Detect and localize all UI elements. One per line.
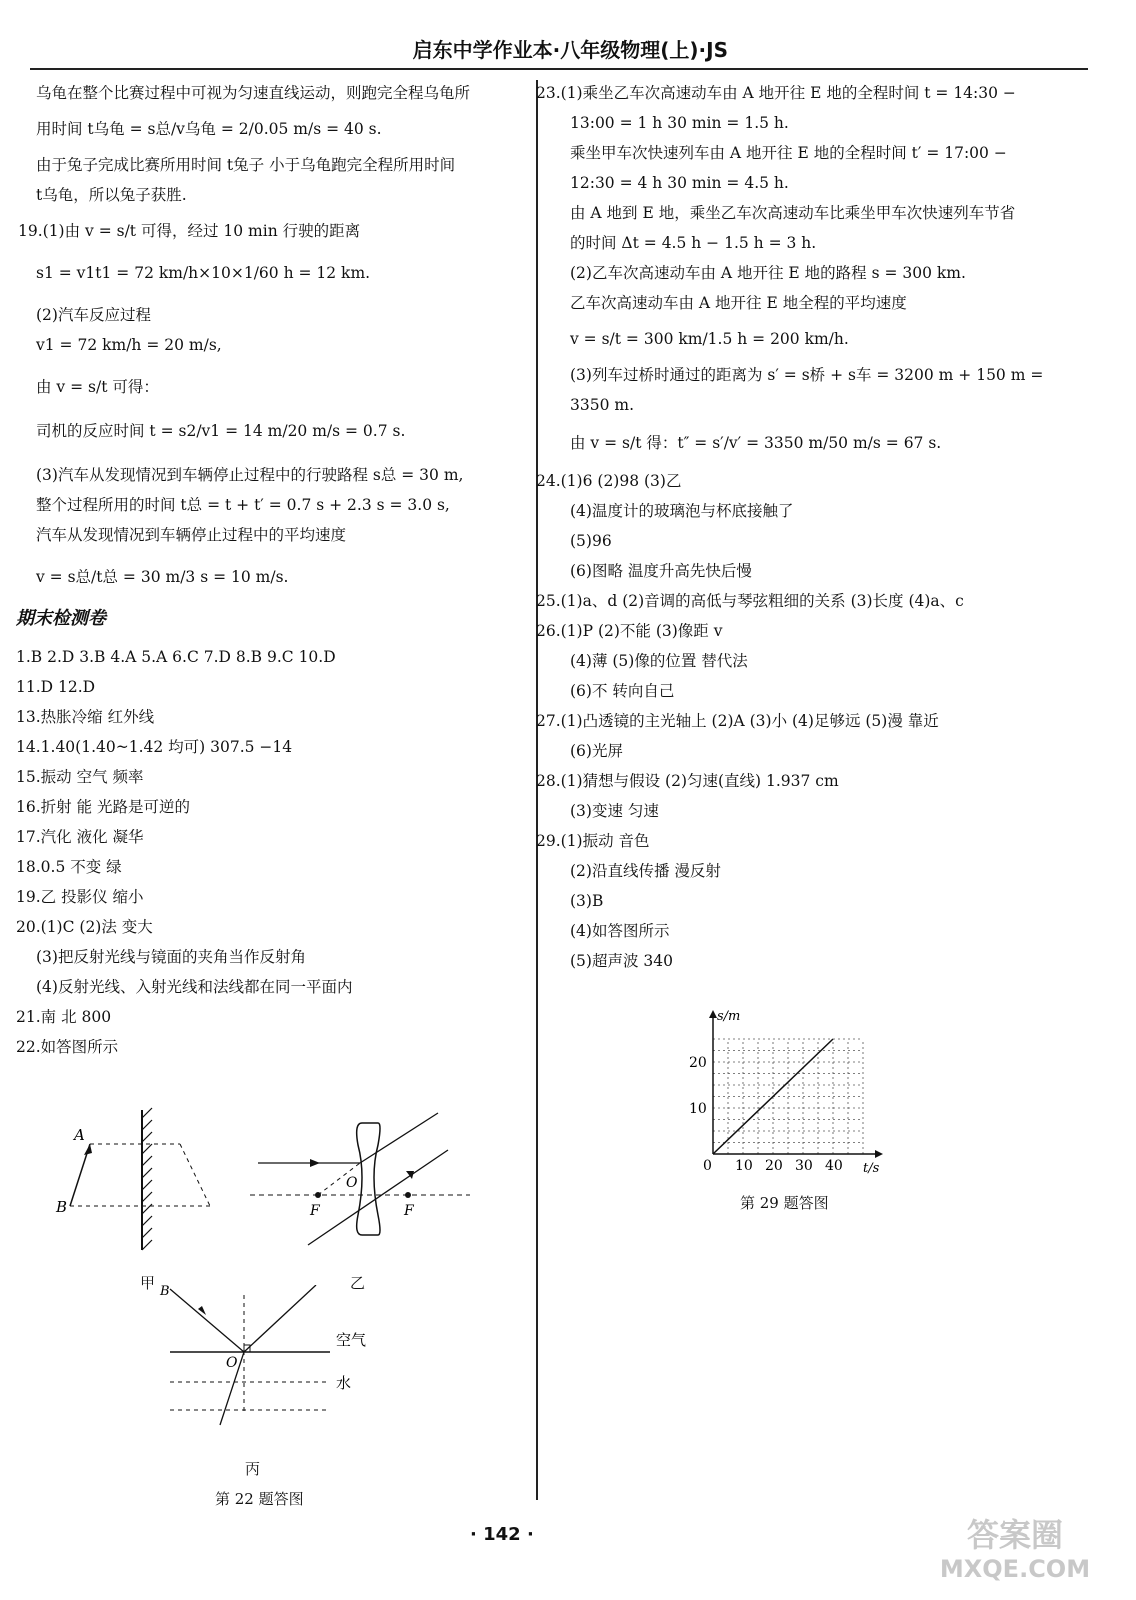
answer-line: 14.1.40(1.40~1.42 均可) 307.5 −14: [16, 738, 293, 756]
text-line: 司机的反应时间 t = s2/v1 = 14 m/20 m/s = 0.7 s.: [36, 422, 406, 440]
point-O-label: O: [346, 1175, 358, 1191]
x-tick-label: 10: [735, 1158, 753, 1174]
answer-line: 26.(1)P (2)不能 (3)像距 v: [536, 622, 723, 640]
tick-labels: [689, 1055, 843, 1174]
fig22-label-yi: 乙: [350, 1274, 366, 1292]
x-axis-label: t/s: [863, 1161, 880, 1176]
text-line: t乌龟，所以兔子获胜.: [36, 186, 187, 204]
fig22-label-jia: 甲: [140, 1274, 156, 1292]
text-line: 3350 m.: [570, 396, 634, 414]
refracted-ray: [360, 1113, 438, 1163]
text-line: s1 = v1t1 = 72 km/h×10×1/60 h = 12 km.: [36, 264, 371, 282]
right-column: [536, 78, 1066, 976]
focus-right: [405, 1192, 411, 1198]
text-line: 乘坐甲车次快速列车由 A 地开往 E 地的全程时间 t′ = 17:00 −: [570, 144, 1007, 162]
point-A-label: A: [74, 1126, 85, 1144]
image-AB: [180, 1144, 210, 1206]
answer-line: (6)图略 温度升高先快后慢: [570, 562, 752, 580]
point-B2-label: B: [160, 1285, 170, 1299]
answer-line: (2)沿直线传播 漫反射: [570, 862, 721, 880]
focus-left: [315, 1192, 321, 1198]
fig22-label-bing: 丙: [245, 1460, 261, 1478]
answer-line: (4)反射光线、入射光线和法线都在同一平面内: [36, 978, 353, 996]
y-axis-label: s/m: [717, 1010, 741, 1024]
focus-left-label: F: [310, 1203, 320, 1219]
y-tick-label: 20: [689, 1055, 707, 1071]
answer-line: (4)温度计的玻璃泡与杯底接触了: [570, 502, 794, 520]
text-line: v = s总/t总 = 30 m/3 s = 10 m/s.: [36, 568, 289, 586]
answer-line: 11.D 12.D: [16, 678, 96, 696]
answer-line: 19.乙 投影仪 缩小: [16, 888, 144, 906]
text-line: 汽车从发现情况到车辆停止过程中的平均速度: [36, 526, 347, 544]
water-label: 水: [336, 1374, 352, 1392]
text-line: 用时间 t乌龟 = s总/v乌龟 = 2/0.05 m/s = 40 s.: [36, 120, 382, 138]
text-line: 由 A 地到 E 地，乘坐乙车次高速动车比乘坐甲车次快速列车节省: [570, 204, 1016, 222]
mirror-hatching: [142, 1108, 152, 1250]
fig29-caption: 第 29 题答图: [740, 1194, 829, 1212]
fig29-chart: [685, 1010, 905, 1180]
point-O2-label: O: [226, 1355, 238, 1371]
y-tick-label: 10: [689, 1101, 707, 1117]
fig22-yi-diagram: [250, 1095, 470, 1255]
chart-grid: [713, 1039, 863, 1154]
origin-label: 0: [703, 1158, 712, 1174]
text-line: 由 v = s/t 得：t″ = s′/v′ = 3350 m/50 m/s = 67 s.: [570, 434, 942, 452]
point-B-label: B: [56, 1198, 68, 1216]
answer-line: (5)96: [570, 532, 612, 550]
answer-line: (4)如答图所示: [570, 922, 670, 940]
text-line: 13:00 = 1 h 30 min = 1.5 h.: [570, 114, 789, 132]
answer-line: (5)超声波 340: [570, 952, 673, 970]
fig22-bing-diagram: [150, 1285, 390, 1455]
x-tick-label: 20: [765, 1158, 783, 1174]
header-title: 启东中学作业本·八年级物理(上)·JS: [412, 38, 728, 62]
text-line: 乙车次高速动车由 A 地开往 E 地全程的平均速度: [570, 294, 907, 312]
object-arrowhead: [84, 1144, 92, 1155]
text-line: 由 v = s/t 可得：: [36, 378, 159, 396]
concave-lens: [357, 1123, 380, 1235]
answer-line: 21.南 北 800: [16, 1008, 112, 1026]
text-line: 整个过程所用的时间 t总 = t + t′ = 0.7 s + 2.3 s = 3.0 s,: [36, 496, 450, 514]
fig22-caption: 第 22 题答图: [215, 1490, 304, 1508]
answer-line: (3)B: [570, 892, 604, 910]
answer-line: (4)薄 (5)像的位置 替代法: [570, 652, 748, 670]
text-line: v = s/t = 300 km/1.5 h = 200 km/h.: [570, 330, 849, 348]
incident-ray: [244, 1285, 316, 1352]
focus-right-label: F: [404, 1203, 414, 1219]
x-axis-arrow: [875, 1150, 883, 1158]
x-tick-label: 40: [825, 1158, 843, 1174]
text-line: 23.(1)乘坐乙车次高速动车由 A 地开往 E 地的全程时间 t = 14:30 −: [536, 84, 1016, 102]
text-line: 乌龟在整个比赛过程中可视为匀速直线运动，则跑完全程乌龟所: [36, 84, 471, 102]
section-title: 期末检测卷: [16, 608, 106, 629]
air-label: 空气: [336, 1331, 367, 1349]
page-header: [30, 28, 1088, 70]
text-line: (3)列车过桥时通过的距离为 s′ = s桥 + s车 = 3200 m + 150 m =: [570, 366, 1044, 384]
answer-line: 27.(1)凸透镜的主光轴上 (2)A (3)小 (4)足够远 (5)漫 靠近: [536, 712, 939, 730]
answer-line: 18.0.5 不变 绿: [16, 858, 122, 876]
text-line: (3)汽车从发现情况到车辆停止过程中的行驶路程 s总 = 30 m,: [36, 466, 464, 484]
text-line: 的时间 Δt = 4.5 h − 1.5 h = 3 h.: [570, 234, 817, 252]
reflected-ray: [170, 1289, 244, 1352]
left-column: [16, 78, 528, 1062]
through-center-ray: [308, 1150, 448, 1245]
ray-arrowhead: [310, 1159, 320, 1167]
answer-line: 28.(1)猜想与假设 (2)匀速(直线) 1.937 cm: [536, 772, 839, 790]
answer-line: 16.折射 能 光路是可逆的: [16, 798, 191, 816]
text-line: (2)汽车反应过程: [36, 306, 151, 324]
answer-line: (3)变速 匀速: [570, 802, 659, 820]
answer-line: 25.(1)a、d (2)音调的高低与琴弦粗细的关系 (3)长度 (4)a、c: [536, 592, 964, 610]
y-axis-arrow: [709, 1010, 717, 1018]
answer-line: 1.B 2.D 3.B 4.A 5.A 6.C 7.D 8.B 9.C 10.D: [16, 648, 336, 666]
answer-line: 22.如答图所示: [16, 1038, 119, 1056]
answer-line: 24.(1)6 (2)98 (3)乙: [536, 472, 682, 490]
text-line: 由于兔子完成比赛所用时间 t兔子 小于乌龟跑完全程所用时间: [36, 156, 456, 174]
answer-line: 20.(1)C (2)法 变大: [16, 918, 153, 936]
watermark-line: MXQE.COM: [939, 1555, 1091, 1583]
text-line: v1 = 72 km/h = 20 m/s,: [36, 336, 222, 354]
answer-line: 13.热胀冷缩 红外线: [16, 708, 155, 726]
answer-line: 17.汽化 液化 凝华: [16, 828, 144, 846]
text-line: 19.(1)由 v = s/t 可得，经过 10 min 行驶的距离: [18, 222, 361, 240]
watermark-line: 答案圈: [966, 1516, 1063, 1554]
answer-line: 15.振动 空气 频率: [16, 768, 144, 786]
answer-line: 29.(1)振动 音色: [536, 832, 650, 850]
text-line: 12:30 = 4 h 30 min = 4.5 h.: [570, 174, 789, 192]
text-line: (2)乙车次高速动车由 A 地开往 E 地的路程 s = 300 km.: [570, 264, 966, 282]
x-tick-label: 30: [795, 1158, 813, 1174]
watermark: [910, 1518, 1120, 1586]
page-number: · 142 ·: [470, 1524, 534, 1545]
answer-line: (3)把反射光线与镜面的夹角当作反射角: [36, 948, 306, 966]
answer-line: (6)不 转向自己: [570, 682, 675, 700]
fig22-jia-diagram: [50, 1100, 230, 1270]
answer-line: (6)光屏: [570, 742, 623, 760]
